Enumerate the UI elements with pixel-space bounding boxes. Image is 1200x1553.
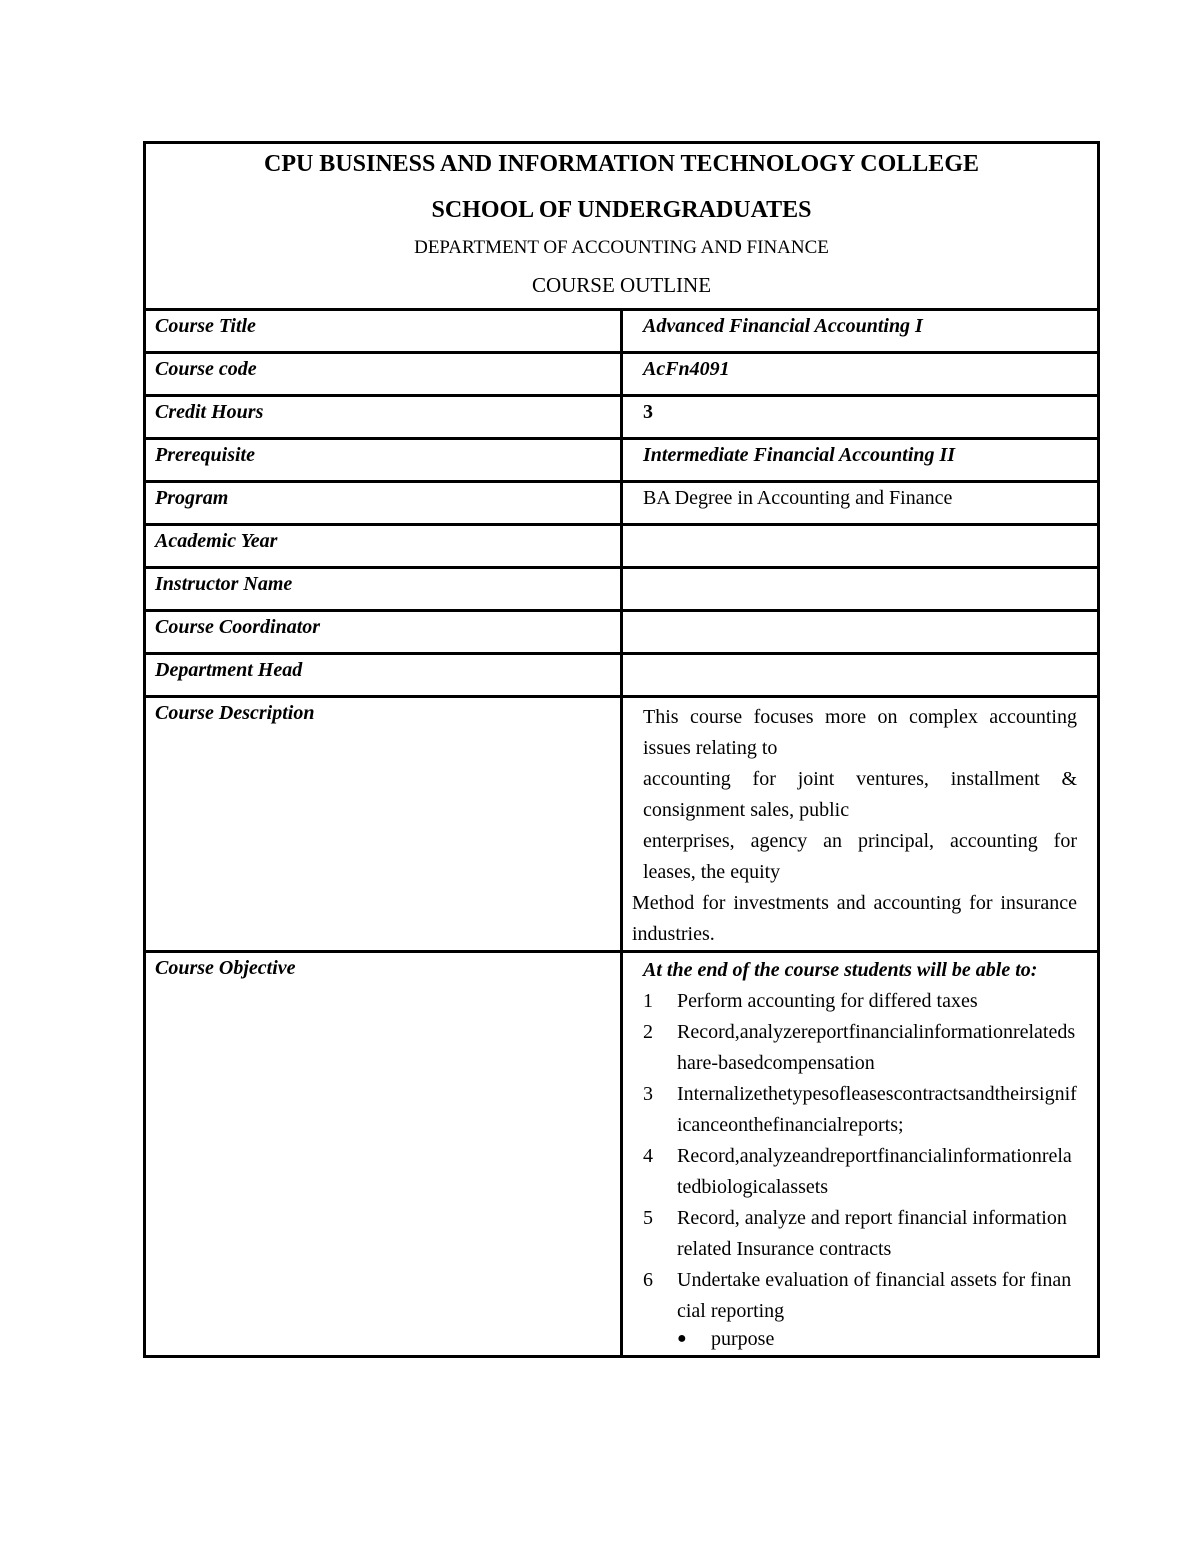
course-title-value: Advanced Financial Accounting I bbox=[622, 310, 1099, 353]
course-outline-table bbox=[143, 141, 1100, 1358]
objective-item bbox=[643, 1079, 1077, 1141]
row-course-description bbox=[145, 697, 1099, 952]
objective-number: 4 bbox=[643, 1145, 653, 1167]
department-head-label: Department Head bbox=[145, 654, 622, 697]
instructor-name-value bbox=[622, 568, 1099, 611]
objective-item bbox=[643, 1141, 1077, 1203]
objective-text: Record,analyzeandreportfinancialinformationrelatedbiologicalassets bbox=[677, 1145, 1072, 1198]
credit-hours-value: 3 bbox=[622, 396, 1099, 439]
objective-text: Perform accounting for differed taxes bbox=[677, 990, 978, 1012]
prerequisite-value: Intermediate Financial Accounting II bbox=[622, 439, 1099, 482]
course-coordinator-label: Course Coordinator bbox=[145, 611, 622, 654]
objective-bullet-text: purpose bbox=[711, 1328, 775, 1350]
description-line: This course focuses more on complex accounting issues relating to bbox=[643, 706, 1077, 759]
school-name: SCHOOL OF UNDERGRADUATES bbox=[431, 197, 812, 223]
credit-hours-label: Credit Hours bbox=[145, 396, 622, 439]
objective-bullet bbox=[643, 1327, 1077, 1351]
row-credit-hours bbox=[145, 396, 1099, 439]
course-title-label: Course Title bbox=[145, 310, 622, 353]
course-objective-label: Course Objective bbox=[145, 952, 622, 1357]
program-label: Program bbox=[145, 482, 622, 525]
description-line: accounting for joint ventures, installment & consignment sales, public bbox=[643, 768, 1077, 821]
course-code-label: Course code bbox=[145, 353, 622, 396]
row-prerequisite bbox=[145, 439, 1099, 482]
academic-year-label: Academic Year bbox=[145, 525, 622, 568]
row-department-head bbox=[145, 654, 1099, 697]
row-course-title bbox=[145, 310, 1099, 353]
document-title: COURSE OUTLINE bbox=[531, 273, 712, 297]
row-instructor-name bbox=[145, 568, 1099, 611]
objective-text: Record, analyze and report financial information related Insurance contracts bbox=[677, 1207, 1067, 1260]
objective-item bbox=[643, 986, 1077, 1017]
objective-text: Record,analyzereportfinancialinformationrelatedshare-basedcompensation bbox=[677, 1021, 1076, 1074]
course-description-label: Course Description bbox=[145, 697, 622, 952]
objective-text: Internalizethetypesofleasescontractsandtheirsignificanceonthefinancialreports; bbox=[677, 1083, 1077, 1136]
objective-number: 3 bbox=[643, 1083, 653, 1105]
objective-item bbox=[643, 1203, 1077, 1265]
objective-text: Undertake evaluation of financial assets for financial reporting bbox=[677, 1269, 1072, 1322]
course-description-value bbox=[622, 697, 1099, 952]
prerequisite-label: Prerequisite bbox=[145, 439, 622, 482]
description-line: Method for investments and accounting for insurance industries. bbox=[632, 892, 1077, 945]
header-cell bbox=[145, 143, 1099, 310]
row-academic-year bbox=[145, 525, 1099, 568]
department-head-value bbox=[622, 654, 1099, 697]
objective-number: 2 bbox=[643, 1021, 653, 1043]
college-name: CPU BUSINESS AND INFORMATION TECHNOLOGY COLLEGE bbox=[263, 151, 979, 177]
program-value: BA Degree in Accounting and Finance bbox=[622, 482, 1099, 525]
objective-number: 1 bbox=[643, 990, 653, 1012]
objective-number: 6 bbox=[643, 1269, 653, 1291]
row-course-code bbox=[145, 353, 1099, 396]
objective-list bbox=[643, 986, 1077, 1327]
instructor-name-label: Instructor Name bbox=[145, 568, 622, 611]
bullet-icon: ● bbox=[677, 1330, 687, 1347]
objective-item bbox=[643, 1017, 1077, 1079]
course-code-value: AcFn4091 bbox=[622, 353, 1099, 396]
course-coordinator-value bbox=[622, 611, 1099, 654]
academic-year-value bbox=[622, 525, 1099, 568]
department-name: DEPARTMENT OF ACCOUNTING AND FINANCE bbox=[414, 237, 829, 258]
objective-number: 5 bbox=[643, 1207, 653, 1229]
course-objective-value bbox=[622, 952, 1099, 1357]
row-course-objective bbox=[145, 952, 1099, 1357]
row-course-coordinator bbox=[145, 611, 1099, 654]
objective-item bbox=[643, 1265, 1077, 1327]
description-line: enterprises, agency an principal, accounting for leases, the equity bbox=[643, 830, 1077, 883]
objective-intro: At the end of the course students will be able to: bbox=[643, 959, 1038, 981]
row-program bbox=[145, 482, 1099, 525]
